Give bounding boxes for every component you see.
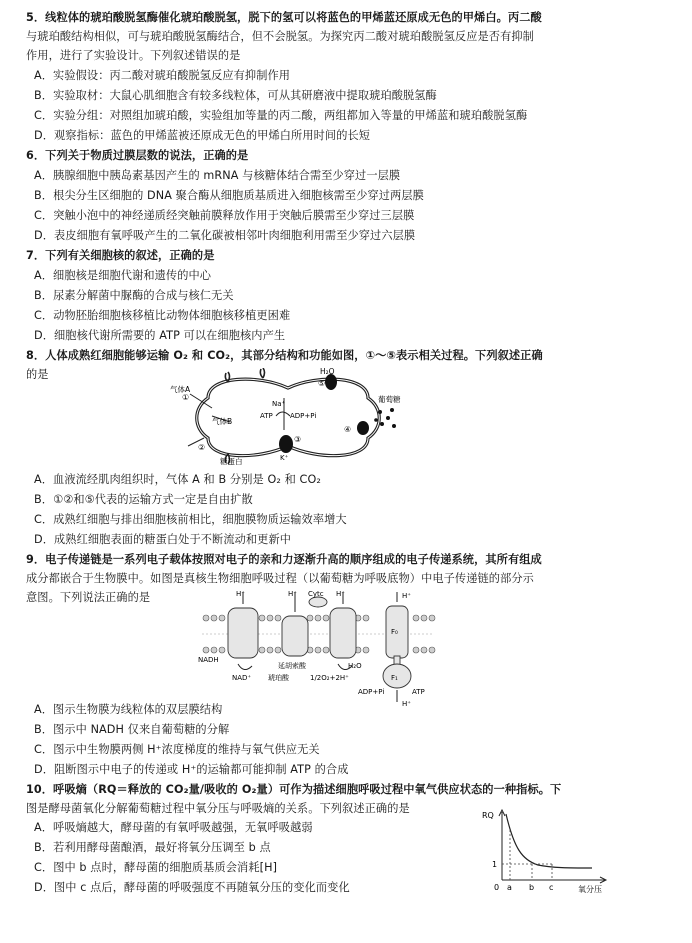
label-n2: ② [198,443,206,452]
label-fumarate: 延胡索酸 [278,662,306,670]
q5-option-b: B．实验取材：大鼠心肌细胞含有较多线粒体，可从其研磨液中提取琥珀酸脱氢酶 [34,89,437,102]
label-glucose: 葡萄糖 [378,395,401,404]
label-b: b [529,883,535,892]
label-gas-a: 气体A [170,385,191,394]
q5-option-a: A．实验假设：丙二酸对琥珀酸脱氢反应有抑制作用 [34,69,291,82]
q7-option-b: B．尿素分解菌中脲酶的合成与核仁无关 [34,289,234,302]
label-k: K⁺ [280,454,289,462]
q8-stem-line1: 8．人体成熟红细胞能够运输 O₂ 和 CO₂，其部分结构和功能如图，①～⑤表示相关过程。下列叙述正确 [26,349,543,362]
q6-option-c: C．突触小泡中的神经递质经突触前膜释放作用于突触后膜需至少穿过三层膜 [34,209,415,222]
label-o2: 1/2O₂+2H⁺ [310,674,349,682]
q10-stem-line1: 10．呼吸熵（RQ＝释放的 CO₂量/吸收的 O₂量）可作为描述细胞呼吸过程中氧气供应状态的一种指标。下 [26,783,562,796]
q9-option-b: B．图示中 NADH 仅来自葡萄糖的分解 [34,723,230,736]
label-n5: ⑤ [318,379,326,388]
q9-option-c: C．图示中生物膜两侧 H⁺浓度梯度的维持与氧气供应无关 [34,743,320,756]
label-h-3: H⁺ [336,590,345,598]
q8-option-a: A．血液流经肌肉组织时，气体 A 和 B 分别是 O₂ 和 CO₂ [34,473,321,486]
q8-option-d: D．成熟红细胞表面的糖蛋白处于不断流动和更新中 [34,533,292,546]
q7-option-c: C．动物胚胎细胞核移植比动物体细胞核移植更困难 [34,309,291,322]
label-h-5: H⁺ [402,700,411,706]
q9-option-d: D．阻断图示中电子的传递或 H⁺的运输都可能抑制 ATP 的合成 [34,763,349,776]
q6-option-d: D．表皮细胞有氧呼吸产生的二氧化碳被相邻叶肉细胞利用需至少穿过六层膜 [34,229,416,242]
label-h-4: H⁺ [402,592,411,600]
q5-stem-line3: 作用，进行了实验设计。下列叙述错误的是 [26,49,241,62]
label-h2o: H₂O [348,662,362,670]
label-h-2: H⁺ [288,590,297,598]
q10-option-a: A．呼吸熵越大，酵母菌的有氧呼吸越强，无氧呼吸越弱 [34,821,313,834]
label-c: c [549,883,554,892]
label-nad: NAD⁺ [232,674,252,682]
label-cytc: Cytc [308,590,324,598]
q10-option-d: D．图中 c 点后，酵母菌的呼吸强度不再随氧分压的变化而变化 [34,881,350,894]
label-nadh: NADH [198,656,219,664]
label-a: a [507,883,512,892]
q7-option-a: A．细胞核是细胞代谢和遗传的中心 [34,269,212,282]
label-n3: ③ [294,435,302,444]
label-rq: RQ [482,811,494,820]
q9-stem-line3: 意图。下列说法正确的是 [26,591,151,604]
label-adp: ADP+Pi [358,688,385,696]
label-n1: ① [182,393,190,402]
label-n4: ④ [344,425,352,434]
q9-stem-line1: 9．电子传递链是一系列电子载体按照对电子的亲和力逐渐升高的顺序组成的电子传递系统，其所有组成 [26,553,542,566]
red-blood-cell-diagram [168,368,413,466]
label-atp: ATP [412,688,425,696]
q6-option-b: B．根尖分生区细胞的 DNA 聚合酶从细胞质基质进入细胞核需至少穿过两层膜 [34,189,424,202]
q9-stem-line2: 成分都嵌合于生物膜中。如图是真核生物细胞呼吸过程（以葡萄糖为呼吸底物）中电子传递链的部分示 [26,572,534,585]
q7-option-d: D．细胞核代谢所需要的 ATP 可以在细胞核内产生 [34,329,286,342]
label-f0: F₀ [391,628,398,636]
label-oxygen-pressure: 氧分压 [578,885,602,894]
q9-option-a: A．图示生物膜为线粒体的双层膜结构 [34,703,223,716]
label-h-1: H⁺ [236,590,245,598]
q6-option-a: A．胰腺细胞中胰岛素基因产生的 mRNA 与核糖体结合需至少穿过一层膜 [34,169,401,182]
label-atp: ATP [260,412,273,420]
q10-option-b: B．若利用酵母菌酿酒，最好将氧分压调至 b 点 [34,841,271,854]
q8-option-b: B．①②和⑤代表的运输方式一定是自由扩散 [34,493,253,506]
rq-oxygen-chart [482,808,612,894]
q7-stem: 7．下列有关细胞核的叙述，正确的是 [26,249,215,262]
q5-option-c: C．实验分组：对照组加琥珀酸，实验组加等量的丙二酸，两组都加入等量的甲烯蓝和琥珀酸脱氢酶 [34,109,528,122]
q8-stem-line2: 的是 [26,368,49,381]
label-one: 1 [492,860,498,869]
q5-stem-line2: 与琥珀酸结构相似，可与琥珀酸脱氢酶结合，但不会脱氢。为探究丙二酸对琥珀酸脱氢反应是否有抑制 [26,30,534,43]
label-f1: F₁ [391,674,398,682]
q10-stem-line2: 图是酵母菌氧化分解葡萄糖过程中氧分压与呼吸熵的关系。下列叙述正确的是 [26,802,410,815]
q5-stem-line1: 5．线粒体的琥珀酸脱氢酶催化琥珀酸脱氢，脱下的氢可以将蓝色的甲烯蓝还原成无色的甲烯白。丙二酸 [26,11,542,24]
q5-option-d: D．观察指标：蓝色的甲烯蓝被还原成无色的甲烯白所用时间的长短 [34,129,371,142]
label-na: Na⁺ [272,400,286,408]
electron-transport-diagram [198,588,438,706]
label-gas-b: 气体B [212,417,233,426]
label-h2o: H₂O [320,368,335,376]
q8-option-c: C．成熟红细胞与排出细胞核前相比，细胞膜物质运输效率增大 [34,513,347,526]
label-origin: 0 [494,883,500,892]
q6-stem: 6．下列关于物质过膜层数的说法，正确的是 [26,149,249,162]
label-glycoprotein: 糖蛋白 [220,457,243,466]
label-adp: ADP+Pi [290,412,317,420]
label-succinate: 琥珀酸 [268,674,289,682]
q10-option-c: C．图中 b 点时，酵母菌的细胞质基质会消耗[H] [34,861,278,874]
